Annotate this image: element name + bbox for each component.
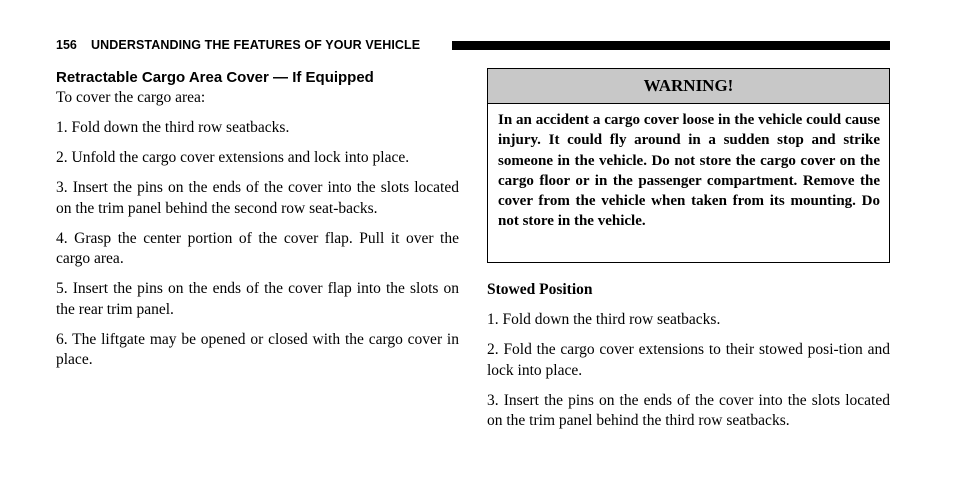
intro-text: To cover the cargo area: — [56, 89, 206, 106]
warning-heading: WARNING! — [488, 69, 889, 104]
subsection-title: Stowed Position — [487, 281, 593, 298]
stowed-step-2: 2. Fold the cargo cover extensions to their stowed posi-tion and lock into place. — [487, 341, 890, 379]
page-header — [56, 38, 890, 53]
page-number: 156 — [56, 38, 77, 52]
stowed-step-1: 1. Fold down the third row seatbacks. — [487, 311, 721, 328]
step-3: 3. Insert the pins on the ends of the cover into the slots located on the trim panel behind the second row seat-backs. — [56, 179, 459, 217]
chapter-title: UNDERSTANDING THE FEATURES OF YOUR VEHICLE — [91, 38, 421, 52]
warning-box — [487, 68, 890, 263]
step-6: 6. The liftgate may be opened or closed with the cargo cover in place. — [56, 330, 459, 368]
section-title: Retractable Cargo Area Cover — If Equipped — [56, 69, 374, 86]
step-4: 4. Grasp the center portion of the cover flap. Pull it over the cargo area. — [56, 229, 459, 267]
step-1: 1. Fold down the third row seatbacks. — [56, 119, 290, 136]
stowed-step-3: 3. Insert the pins on the ends of the cover into the slots located on the trim panel behind the third row seatbacks. — [487, 391, 890, 429]
warning-text: In an accident a cargo cover loose in the vehicle could cause injury. It could fly around in a sudden stop and strike someone in the vehicle. Do not store the cargo cover on the cargo floor or in the passenger compartment. Remove the cover from the vehicle when taken from its mounting. Do not store in the vehicle. — [498, 112, 880, 230]
right-column — [487, 280, 890, 441]
step-5: 5. Insert the pins on the ends of the cover flap into the slots on the rear trim panel. — [56, 280, 459, 318]
step-2: 2. Unfold the cargo cover extensions and lock into place. — [56, 149, 410, 166]
header-rule — [452, 41, 890, 50]
left-column — [56, 68, 459, 380]
